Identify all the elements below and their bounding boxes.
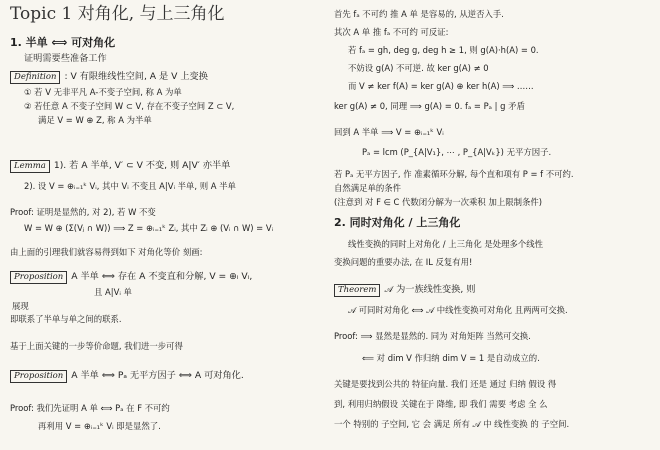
proposition-2-label: Proposition	[10, 370, 67, 383]
right-line-9: 若 Pₐ 无平方因子, 作 准素循环分解, 每个直和项有 P = f 不可约.	[334, 169, 574, 179]
definition-line: : V 有限维线性空间, A 是 V 上变换	[64, 71, 208, 82]
further-line: 基于上面关键的一步等价命题, 我们进一步可得	[10, 341, 183, 351]
definition-item-2: ② 若任意 A 不变子空间 W ⊂ V, 存在不变子空间 Z ⊂ V,	[24, 101, 235, 111]
proof-2-line-2: 再利用 V = ⊕ᵢ₌₁ᵏ Vᵢ 即是显然了.	[38, 421, 161, 431]
left-column	[6, 0, 328, 450]
right-column	[334, 0, 656, 450]
right-line-5: 而 V ≠ ker f(A) = ker g(A) ⊕ ker h(A) ⟹ ……	[348, 81, 534, 91]
definition-label: Definition	[10, 71, 60, 84]
proposition-1-block	[10, 271, 252, 284]
definition-block	[10, 71, 208, 84]
proof-3-line-1: Proof: ⟹ 显然是显然的. 同为 对角矩阵 当然可交换.	[334, 331, 531, 341]
right-line-10: 自然满足单的条件	[334, 183, 401, 193]
proposition-2-block	[10, 370, 244, 383]
lemma-block	[10, 160, 230, 173]
proof-1-line-1: Proof: 证明是显然的, 对 2), 若 W 不变	[10, 207, 156, 217]
right-line-12: 线性变换的同时上对角化 / 上三角化 是处理多个线性	[348, 239, 544, 249]
right-line-15: 到, 利用归纳假设 关键在于 降维, 即 我们 需要 考虑 全 么	[334, 399, 548, 409]
bridge-text: 由上面的引理我们就容易得到如下 对角化等价 刻画:	[10, 247, 203, 257]
lemma-line-1: 1). 若 A 半单, V′ ⊂ V 不变, 则 A|V′ 亦半单	[53, 160, 231, 171]
section-2-heading: 2. 同时对角化 / 上三角化	[334, 216, 461, 229]
right-line-11: (注意到 对 F ∈ C 代数闭分解为一次乘积 加上限制条件)	[334, 197, 542, 207]
proposition-1-line-2: 且 A|Vᵢ 单	[94, 287, 132, 297]
right-line-8: Pₐ = lcm (P_{A|V₁}, ⋯ , P_{A|Vₖ}) 无平方因子.	[362, 147, 552, 157]
right-line-6: ker g(A) ≠ 0, 同理 ⟹ g(A) = 0. fₐ = Pₐ | g 矛盾	[334, 101, 525, 111]
proof-2-line-1: Proof: 我们先证明 A 单 ⟺ Pₐ 在 F 不可约	[10, 403, 170, 413]
section-1-intro: 证明需要些准备工作	[24, 53, 107, 64]
right-line-4: 不妨设 g(A) 不可逆. 故 ker g(A) ≠ 0	[348, 63, 489, 73]
right-line-3: 若 fₐ = gh, deg g, deg h ≥ 1, 则 g(A)·h(A) = 0.	[348, 45, 539, 55]
page-title: Topic 1 对角化, 与上三角化	[10, 4, 225, 24]
connect-line: 即联系了半单与单之间的联系.	[10, 314, 122, 324]
connect-note: 展现	[12, 301, 29, 311]
right-line-1: 首先 fₐ 不可约 推 A 单 是容易的, 从逆否入手.	[334, 9, 504, 19]
proposition-2-line: A 半单 ⟺ Pₐ 无平方因子 ⟺ A 可对角化.	[71, 370, 244, 381]
proposition-1-line: A 半单 ⟺ 存在 A 不变直和分解, V = ⊕ᵢ Vᵢ,	[71, 271, 253, 282]
proposition-1-label: Proposition	[10, 271, 67, 284]
proof-3-line-2: ⟸ 对 dim V 作归纳 dim V = 1 是自动成立的.	[362, 353, 540, 363]
theorem-block	[334, 284, 475, 297]
right-line-13: 变换问题的重要办法, 在 IL 反复有用!	[334, 257, 473, 267]
section-1-heading: 1. 半单 ⟺ 可对角化	[10, 36, 116, 49]
lemma-label: Lemma	[10, 160, 50, 173]
theorem-line: 𝒜 为一族线性变换, 则	[384, 284, 476, 295]
theorem-label: Theorem	[334, 284, 380, 297]
definition-item-1: ① 若 V 无非平凡 A-不变子空间, 称 A 为单	[24, 87, 182, 97]
proof-1-line-2: W = W ⊕ (Σ(Vⱼ ∩ W)) ⟹ Z = ⊕ᵢ₌₁ᵏ Zᵢ, 其中 Zᵢ ⊕ (Vᵢ ∩ W) = Vᵢ	[24, 223, 274, 233]
right-line-2: 其次 A 单 推 fₐ 不可约 可反证:	[334, 27, 449, 37]
right-line-16: 一个 特别的 子空间, 它 会 满足 所有 𝒜 中 线性变换 的 子空间.	[334, 419, 570, 429]
lemma-line-2: 2). 设 V = ⊕ᵢ₌₁ᵏ Vᵢ, 其中 Vᵢ 不变且 A|Vᵢ 半单, 则 A 半单	[24, 181, 236, 191]
definition-item-2b: 满足 V = W ⊕ Z, 称 A 为半单	[38, 115, 152, 125]
right-line-7: 回到 A 半单 ⟹ V = ⊕ᵢ₌₁ᵏ Vᵢ	[334, 127, 444, 137]
right-line-14: 关键是要找到公共的 特征向量. 我们 还是 通过 归纳 假设 得	[334, 379, 557, 389]
theorem-line-2: 𝒜 可同时对角化 ⟺ 𝒜 中线性变换可对角化 且两两可交换.	[348, 305, 568, 315]
